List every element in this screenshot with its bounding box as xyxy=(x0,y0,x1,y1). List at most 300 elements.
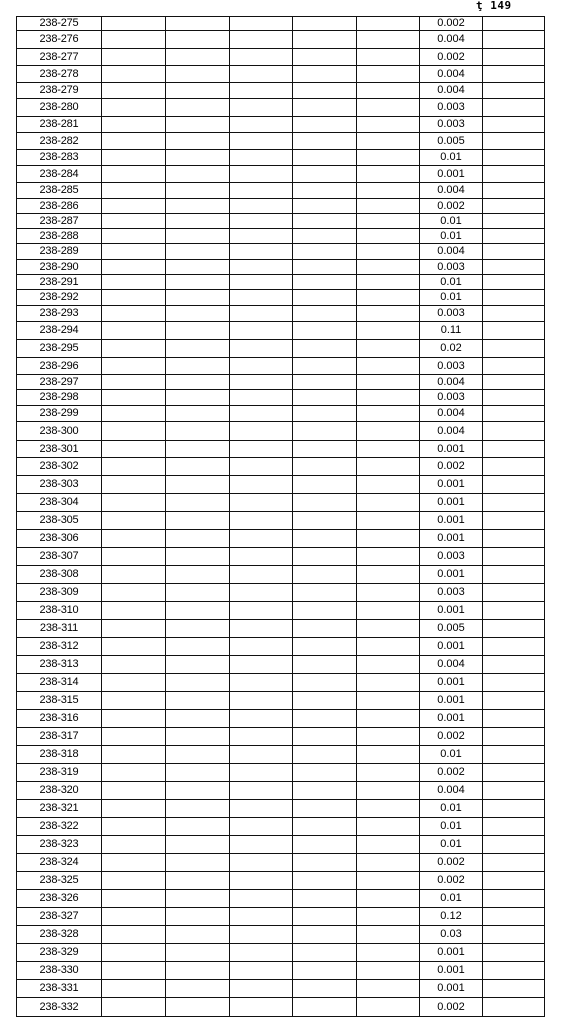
empty-cell xyxy=(102,306,166,322)
empty-cell xyxy=(357,133,420,150)
value-cell: 0.003 xyxy=(420,390,483,406)
empty-cell xyxy=(230,31,293,49)
table-row xyxy=(17,512,545,530)
sample-id-cell: 238-307 xyxy=(17,548,102,566)
value-cell: 0.001 xyxy=(420,512,483,530)
empty-cell xyxy=(102,406,166,422)
empty-cell xyxy=(293,117,357,133)
empty-cell xyxy=(293,602,357,620)
empty-cell xyxy=(483,422,545,441)
empty-cell xyxy=(357,117,420,133)
value-cell: 0.002 xyxy=(420,17,483,31)
sample-id-cell: 238-329 xyxy=(17,944,102,962)
empty-cell xyxy=(483,476,545,494)
empty-cell xyxy=(230,872,293,890)
sample-id-cell: 238-310 xyxy=(17,602,102,620)
empty-cell xyxy=(483,710,545,728)
empty-cell xyxy=(483,836,545,854)
sample-id-cell: 238-306 xyxy=(17,530,102,548)
empty-cell xyxy=(230,476,293,494)
value-cell: 0.003 xyxy=(420,260,483,275)
value-cell: 0.005 xyxy=(420,133,483,150)
empty-cell xyxy=(357,980,420,998)
empty-cell xyxy=(102,422,166,441)
value-cell: 0.003 xyxy=(420,584,483,602)
empty-cell xyxy=(102,183,166,199)
sample-id-cell: 238-326 xyxy=(17,890,102,908)
empty-cell xyxy=(102,998,166,1017)
empty-cell xyxy=(166,710,230,728)
empty-cell xyxy=(102,530,166,548)
empty-cell xyxy=(166,656,230,674)
data-table xyxy=(16,16,545,1017)
empty-cell xyxy=(357,358,420,375)
value-cell: 0.01 xyxy=(420,214,483,229)
empty-cell xyxy=(357,476,420,494)
table-row xyxy=(17,406,545,422)
empty-cell xyxy=(166,602,230,620)
empty-cell xyxy=(293,638,357,656)
empty-cell xyxy=(166,674,230,692)
value-cell: 0.004 xyxy=(420,782,483,800)
value-cell: 0.002 xyxy=(420,764,483,782)
empty-cell xyxy=(293,340,357,358)
table-row xyxy=(17,458,545,476)
empty-cell xyxy=(483,306,545,322)
empty-cell xyxy=(293,183,357,199)
empty-cell xyxy=(166,944,230,962)
empty-cell xyxy=(357,244,420,260)
empty-cell xyxy=(166,800,230,818)
empty-cell xyxy=(483,872,545,890)
sample-id-cell: 238-313 xyxy=(17,656,102,674)
empty-cell xyxy=(102,31,166,49)
table-row xyxy=(17,908,545,926)
empty-cell xyxy=(293,656,357,674)
table-row xyxy=(17,244,545,260)
empty-cell xyxy=(230,710,293,728)
table-row xyxy=(17,229,545,244)
empty-cell xyxy=(357,260,420,275)
empty-cell xyxy=(293,998,357,1017)
empty-cell xyxy=(483,406,545,422)
empty-cell xyxy=(102,746,166,764)
empty-cell xyxy=(293,962,357,980)
value-cell: 0.003 xyxy=(420,117,483,133)
empty-cell xyxy=(166,584,230,602)
value-cell: 0.001 xyxy=(420,710,483,728)
empty-cell xyxy=(293,908,357,926)
value-cell: 0.002 xyxy=(420,49,483,66)
table-row xyxy=(17,375,545,390)
empty-cell xyxy=(293,375,357,390)
sample-id-cell: 238-291 xyxy=(17,275,102,290)
empty-cell xyxy=(483,908,545,926)
page-number: ţ 149 xyxy=(476,0,512,12)
empty-cell xyxy=(102,229,166,244)
empty-cell xyxy=(102,476,166,494)
table-row xyxy=(17,764,545,782)
empty-cell xyxy=(230,512,293,530)
table-row xyxy=(17,548,545,566)
empty-cell xyxy=(230,800,293,818)
empty-cell xyxy=(483,692,545,710)
sample-id-cell: 238-301 xyxy=(17,441,102,458)
empty-cell xyxy=(293,83,357,99)
empty-cell xyxy=(483,782,545,800)
empty-cell xyxy=(166,512,230,530)
sample-id-cell: 238-314 xyxy=(17,674,102,692)
empty-cell xyxy=(357,548,420,566)
empty-cell xyxy=(483,854,545,872)
empty-cell xyxy=(230,566,293,584)
empty-cell xyxy=(166,83,230,99)
empty-cell xyxy=(230,117,293,133)
table-row xyxy=(17,476,545,494)
table-body xyxy=(17,17,545,1017)
empty-cell xyxy=(293,674,357,692)
empty-cell xyxy=(102,980,166,998)
value-cell: 0.001 xyxy=(420,566,483,584)
sample-id-cell: 238-308 xyxy=(17,566,102,584)
empty-cell xyxy=(357,782,420,800)
empty-cell xyxy=(357,638,420,656)
empty-cell xyxy=(166,17,230,31)
empty-cell xyxy=(230,306,293,322)
empty-cell xyxy=(166,306,230,322)
empty-cell xyxy=(166,692,230,710)
empty-cell xyxy=(293,229,357,244)
sample-id-cell: 238-327 xyxy=(17,908,102,926)
sample-id-cell: 238-320 xyxy=(17,782,102,800)
value-cell: 0.001 xyxy=(420,494,483,512)
empty-cell xyxy=(357,746,420,764)
empty-cell xyxy=(293,764,357,782)
empty-cell xyxy=(166,620,230,638)
empty-cell xyxy=(166,746,230,764)
empty-cell xyxy=(357,199,420,214)
table-row xyxy=(17,17,545,31)
table-row xyxy=(17,638,545,656)
empty-cell xyxy=(293,458,357,476)
empty-cell xyxy=(230,980,293,998)
empty-cell xyxy=(293,244,357,260)
value-cell: 0.002 xyxy=(420,199,483,214)
sample-id-cell: 238-287 xyxy=(17,214,102,229)
sample-id-cell: 238-303 xyxy=(17,476,102,494)
empty-cell xyxy=(293,512,357,530)
empty-cell xyxy=(102,199,166,214)
empty-cell xyxy=(166,728,230,746)
empty-cell xyxy=(102,390,166,406)
empty-cell xyxy=(230,199,293,214)
empty-cell xyxy=(357,998,420,1017)
empty-cell xyxy=(102,512,166,530)
empty-cell xyxy=(483,358,545,375)
sample-id-cell: 238-328 xyxy=(17,926,102,944)
empty-cell xyxy=(166,31,230,49)
empty-cell xyxy=(102,17,166,31)
empty-cell xyxy=(483,530,545,548)
empty-cell xyxy=(483,890,545,908)
empty-cell xyxy=(230,133,293,150)
table-row xyxy=(17,306,545,322)
empty-cell xyxy=(357,166,420,183)
sample-id-cell: 238-332 xyxy=(17,998,102,1017)
empty-cell xyxy=(483,290,545,306)
empty-cell xyxy=(293,214,357,229)
empty-cell xyxy=(166,290,230,306)
empty-cell xyxy=(293,692,357,710)
sample-id-cell: 238-283 xyxy=(17,150,102,166)
empty-cell xyxy=(483,980,545,998)
table-row xyxy=(17,692,545,710)
empty-cell xyxy=(293,710,357,728)
sample-id-cell: 238-275 xyxy=(17,17,102,31)
empty-cell xyxy=(102,782,166,800)
empty-cell xyxy=(293,133,357,150)
empty-cell xyxy=(166,476,230,494)
empty-cell xyxy=(357,602,420,620)
value-cell: 0.001 xyxy=(420,530,483,548)
empty-cell xyxy=(166,214,230,229)
empty-cell xyxy=(102,944,166,962)
empty-cell xyxy=(230,836,293,854)
empty-cell xyxy=(230,638,293,656)
empty-cell xyxy=(230,854,293,872)
empty-cell xyxy=(102,674,166,692)
table-row xyxy=(17,998,545,1017)
empty-cell xyxy=(483,620,545,638)
empty-cell xyxy=(230,358,293,375)
value-cell: 0.002 xyxy=(420,458,483,476)
table-row xyxy=(17,584,545,602)
empty-cell xyxy=(230,17,293,31)
empty-cell xyxy=(102,800,166,818)
empty-cell xyxy=(483,117,545,133)
empty-cell xyxy=(166,99,230,117)
table-row xyxy=(17,854,545,872)
empty-cell xyxy=(483,199,545,214)
empty-cell xyxy=(293,322,357,340)
empty-cell xyxy=(230,66,293,83)
empty-cell xyxy=(483,746,545,764)
empty-cell xyxy=(166,926,230,944)
empty-cell xyxy=(483,512,545,530)
table-row xyxy=(17,199,545,214)
empty-cell xyxy=(102,66,166,83)
empty-cell xyxy=(483,584,545,602)
empty-cell xyxy=(483,275,545,290)
empty-cell xyxy=(357,322,420,340)
empty-cell xyxy=(166,390,230,406)
table-row xyxy=(17,872,545,890)
table-row xyxy=(17,322,545,340)
sample-id-cell: 238-292 xyxy=(17,290,102,306)
empty-cell xyxy=(357,494,420,512)
sample-id-cell: 238-282 xyxy=(17,133,102,150)
empty-cell xyxy=(166,260,230,275)
empty-cell xyxy=(483,494,545,512)
table-row xyxy=(17,836,545,854)
empty-cell xyxy=(230,290,293,306)
empty-cell xyxy=(357,306,420,322)
empty-cell xyxy=(102,710,166,728)
value-cell: 0.001 xyxy=(420,944,483,962)
empty-cell xyxy=(230,674,293,692)
empty-cell xyxy=(102,692,166,710)
table-row xyxy=(17,566,545,584)
empty-cell xyxy=(166,530,230,548)
empty-cell xyxy=(483,602,545,620)
empty-cell xyxy=(357,99,420,117)
table-row xyxy=(17,290,545,306)
empty-cell xyxy=(230,764,293,782)
empty-cell xyxy=(102,117,166,133)
empty-cell xyxy=(166,229,230,244)
sample-id-cell: 238-286 xyxy=(17,199,102,214)
empty-cell xyxy=(483,998,545,1017)
empty-cell xyxy=(357,458,420,476)
empty-cell xyxy=(102,962,166,980)
empty-cell xyxy=(357,566,420,584)
value-cell: 0.001 xyxy=(420,602,483,620)
sample-id-cell: 238-297 xyxy=(17,375,102,390)
empty-cell xyxy=(166,340,230,358)
table-row xyxy=(17,728,545,746)
empty-cell xyxy=(230,83,293,99)
empty-cell xyxy=(230,782,293,800)
empty-cell xyxy=(230,890,293,908)
empty-cell xyxy=(166,49,230,66)
empty-cell xyxy=(102,818,166,836)
empty-cell xyxy=(102,764,166,782)
empty-cell xyxy=(357,692,420,710)
empty-cell xyxy=(102,83,166,99)
value-cell: 0.12 xyxy=(420,908,483,926)
empty-cell xyxy=(230,494,293,512)
empty-cell xyxy=(166,275,230,290)
empty-cell xyxy=(357,818,420,836)
table-row xyxy=(17,620,545,638)
table-row xyxy=(17,83,545,99)
empty-cell xyxy=(102,275,166,290)
table-row xyxy=(17,656,545,674)
value-cell: 0.001 xyxy=(420,166,483,183)
empty-cell xyxy=(230,944,293,962)
empty-cell xyxy=(166,458,230,476)
empty-cell xyxy=(293,926,357,944)
table-row xyxy=(17,340,545,358)
empty-cell xyxy=(102,150,166,166)
empty-cell xyxy=(166,908,230,926)
empty-cell xyxy=(166,638,230,656)
empty-cell xyxy=(102,322,166,340)
value-cell: 0.11 xyxy=(420,322,483,340)
empty-cell xyxy=(357,183,420,199)
empty-cell xyxy=(293,584,357,602)
table-row xyxy=(17,494,545,512)
empty-cell xyxy=(293,620,357,638)
empty-cell xyxy=(483,133,545,150)
empty-cell xyxy=(483,926,545,944)
sample-id-cell: 238-296 xyxy=(17,358,102,375)
empty-cell xyxy=(102,494,166,512)
empty-cell xyxy=(483,962,545,980)
empty-cell xyxy=(357,229,420,244)
empty-cell xyxy=(230,99,293,117)
empty-cell xyxy=(483,458,545,476)
empty-cell xyxy=(483,441,545,458)
table-row xyxy=(17,944,545,962)
value-cell: 0.004 xyxy=(420,31,483,49)
empty-cell xyxy=(166,962,230,980)
empty-cell xyxy=(357,674,420,692)
empty-cell xyxy=(230,260,293,275)
table-row xyxy=(17,117,545,133)
empty-cell xyxy=(166,406,230,422)
empty-cell xyxy=(357,836,420,854)
empty-cell xyxy=(166,183,230,199)
empty-cell xyxy=(293,441,357,458)
table-row xyxy=(17,260,545,275)
empty-cell xyxy=(230,214,293,229)
table-row xyxy=(17,818,545,836)
value-cell: 0.001 xyxy=(420,962,483,980)
empty-cell xyxy=(102,602,166,620)
value-cell: 0.03 xyxy=(420,926,483,944)
empty-cell xyxy=(357,150,420,166)
empty-cell xyxy=(357,620,420,638)
empty-cell xyxy=(357,656,420,674)
value-cell: 0.002 xyxy=(420,998,483,1017)
empty-cell xyxy=(102,49,166,66)
value-cell: 0.004 xyxy=(420,422,483,441)
empty-cell xyxy=(230,390,293,406)
empty-cell xyxy=(166,980,230,998)
empty-cell xyxy=(230,692,293,710)
empty-cell xyxy=(293,746,357,764)
empty-cell xyxy=(293,800,357,818)
empty-cell xyxy=(166,422,230,441)
empty-cell xyxy=(357,17,420,31)
empty-cell xyxy=(483,229,545,244)
sample-id-cell: 238-309 xyxy=(17,584,102,602)
empty-cell xyxy=(166,244,230,260)
sample-id-cell: 238-325 xyxy=(17,872,102,890)
sample-id-cell: 238-318 xyxy=(17,746,102,764)
empty-cell xyxy=(102,244,166,260)
value-cell: 0.01 xyxy=(420,890,483,908)
empty-cell xyxy=(166,782,230,800)
empty-cell xyxy=(230,275,293,290)
empty-cell xyxy=(102,656,166,674)
empty-cell xyxy=(166,117,230,133)
value-cell: 0.001 xyxy=(420,674,483,692)
table-row xyxy=(17,800,545,818)
empty-cell xyxy=(357,944,420,962)
value-cell: 0.01 xyxy=(420,818,483,836)
empty-cell xyxy=(102,375,166,390)
empty-cell xyxy=(230,548,293,566)
empty-cell xyxy=(483,49,545,66)
empty-cell xyxy=(230,746,293,764)
empty-cell xyxy=(293,199,357,214)
empty-cell xyxy=(166,548,230,566)
sample-id-cell: 238-293 xyxy=(17,306,102,322)
table-row xyxy=(17,422,545,441)
value-cell: 0.02 xyxy=(420,340,483,358)
